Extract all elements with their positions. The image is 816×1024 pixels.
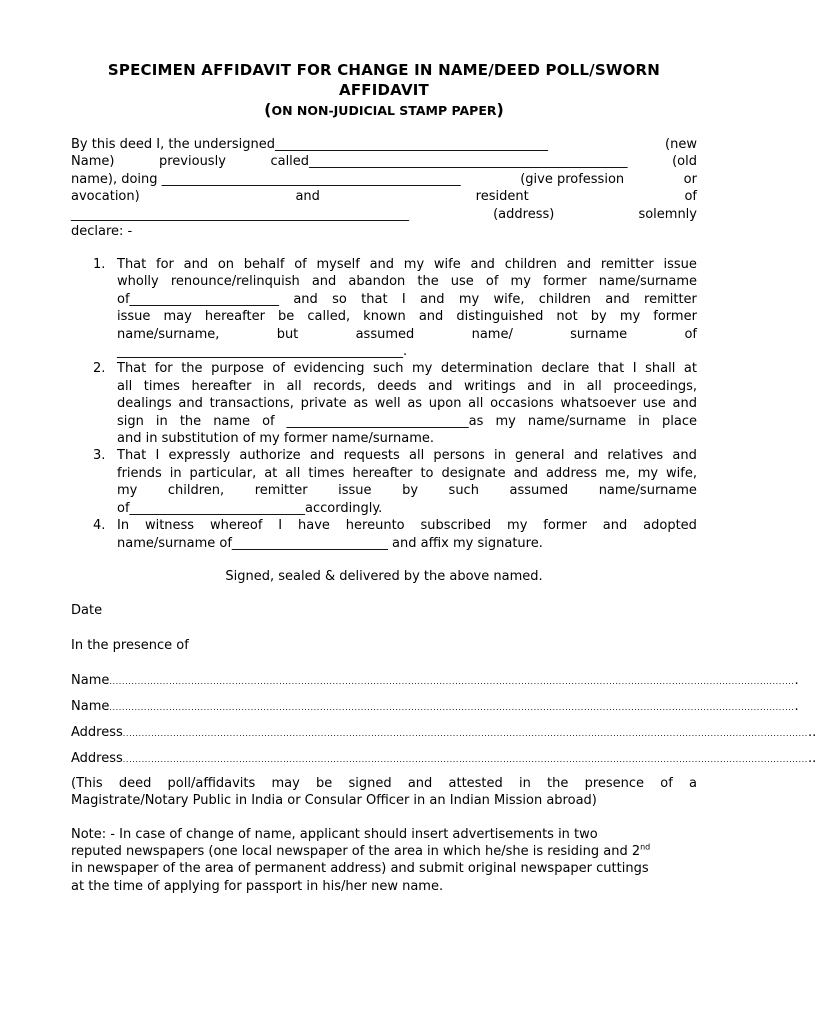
word: all — [468, 396, 484, 412]
word: (This — [71, 776, 103, 791]
word: hereafter — [352, 465, 413, 481]
word: whereof — [209, 518, 263, 534]
clause-item-2 — [71, 360, 697, 447]
word: use — [642, 396, 666, 412]
word: presence — [584, 776, 645, 791]
word: all — [408, 448, 425, 464]
word: that — [597, 361, 625, 377]
word: all — [286, 378, 302, 394]
word: and — [513, 465, 539, 481]
word: deeds — [377, 378, 417, 394]
intro-line-6 — [71, 223, 697, 240]
dotted-fill-line: .......................................................................................................................................................................................................................... — [122, 729, 808, 738]
intro-text: avocation) — [71, 189, 140, 205]
line-end: . — [794, 699, 799, 714]
word: and — [418, 309, 444, 325]
witness-label: Name — [71, 673, 110, 688]
dotted-fill-line: .......................................................................................................................................................................................................................... — [122, 755, 808, 764]
intro-text: resident — [475, 189, 529, 205]
word: name/ — [471, 326, 513, 342]
note-line-1: Note: - In case of change of name, applicant should insert advertisements in two — [71, 827, 598, 842]
word: and — [672, 448, 697, 464]
intro-text: of — [684, 189, 697, 205]
word: of — [684, 326, 697, 342]
word: name — [213, 413, 251, 429]
word: and — [573, 448, 599, 464]
word: and — [178, 396, 203, 412]
footnote-line-2 — [71, 792, 697, 809]
word: as — [353, 396, 369, 412]
word: shall — [645, 361, 676, 377]
word: and — [470, 257, 495, 272]
clause-line — [117, 256, 697, 273]
word: of — [485, 274, 499, 290]
word: of — [272, 361, 285, 377]
footnote-line-1 — [71, 775, 697, 792]
word: to — [420, 465, 434, 481]
word: name/surname, — [117, 326, 220, 342]
clause-number: 3. — [93, 448, 106, 464]
word: ____________________________as — [286, 413, 484, 429]
word: and — [428, 378, 453, 394]
word: behalf — [243, 257, 285, 272]
word: That — [117, 257, 147, 272]
word: be — [316, 776, 333, 791]
clause-line — [117, 430, 697, 447]
witness-label: Address — [71, 725, 123, 740]
word: dealings — [117, 396, 172, 412]
word: not — [556, 309, 578, 325]
note-line-2 — [71, 843, 697, 860]
word: and — [407, 776, 433, 791]
word: place — [662, 413, 697, 429]
witness-row-name — [71, 698, 799, 715]
word: and — [602, 518, 628, 534]
word: at — [264, 465, 278, 481]
word: designate — [441, 465, 506, 481]
document-subtitle — [70, 101, 698, 120]
word: name/surname — [527, 413, 627, 429]
word: my — [619, 309, 641, 325]
word: upon — [428, 396, 462, 412]
intro-text: (give profession — [520, 171, 625, 187]
dotted-fill-line: .......................................................................................................................................................................................................................... — [109, 703, 795, 712]
word: issue — [338, 483, 372, 499]
word: in — [263, 378, 275, 394]
line-end: . — [794, 673, 799, 688]
word: and — [369, 257, 395, 272]
intro-line-5 — [71, 206, 697, 223]
word: occasions — [490, 396, 554, 412]
word: that — [361, 291, 388, 307]
clause-line — [117, 535, 697, 552]
word: known — [363, 309, 406, 325]
clause-line — [117, 360, 697, 377]
word: renounce/relinquish — [170, 274, 300, 290]
dotted-fill-line: .......................................................................................................................................................................................................................... — [109, 677, 795, 686]
word: for — [156, 257, 174, 272]
clause-line — [117, 273, 697, 290]
word: my — [507, 518, 528, 534]
word: the — [547, 776, 569, 791]
word: hereafter — [191, 378, 252, 394]
word: remitter — [600, 257, 654, 272]
word: friends — [117, 465, 162, 481]
clause-line — [117, 291, 697, 308]
word: expressly — [168, 448, 231, 464]
subtitle-close-paren: ) — [496, 100, 504, 119]
intro-text: name), doing ______________________________________________ — [71, 171, 461, 187]
witness-label: Address — [71, 751, 123, 766]
word: my — [403, 257, 425, 272]
word: and — [527, 378, 552, 394]
word: have — [298, 518, 330, 534]
word: my — [637, 465, 659, 481]
word: poll/affidavits — [167, 776, 256, 791]
word: issue — [117, 309, 151, 325]
clause-line — [117, 413, 697, 430]
footnote — [71, 775, 697, 810]
word: may — [163, 309, 192, 325]
note-text: reputed newspapers (one local newspaper of the area in which he/she is residing and 2 — [71, 844, 641, 860]
document-title — [70, 60, 698, 100]
word: myself — [316, 257, 360, 272]
word: of_______________________ — [117, 291, 280, 307]
intro-line-3 — [71, 171, 697, 188]
word: and in substitution of my former name/surname. — [117, 431, 435, 447]
word: former — [653, 309, 697, 325]
word: the — [179, 413, 202, 429]
intro-text: or — [683, 171, 697, 187]
word: and — [605, 291, 630, 307]
intro-text: Name) — [71, 154, 115, 170]
clause-list — [71, 256, 697, 552]
word: my — [117, 483, 138, 499]
intro-text: solemnly — [638, 206, 697, 222]
word: proceedings, — [613, 378, 697, 394]
intro-text: (address) — [493, 206, 555, 222]
word: abandon — [348, 274, 406, 290]
word: authorize — [239, 448, 301, 464]
intro-text: (new — [665, 137, 697, 152]
word: persons — [433, 448, 485, 464]
clause-item-3 — [71, 447, 697, 517]
word: in — [155, 413, 168, 429]
word: so — [332, 291, 347, 307]
word: name/surname of________________________ and affix my signature. — [117, 535, 543, 551]
word: records, — [313, 378, 366, 394]
word: use — [450, 274, 474, 290]
word: whatsoever — [560, 396, 637, 412]
word: my — [411, 361, 433, 377]
word: in — [518, 776, 531, 791]
word: my — [510, 274, 531, 290]
clause-item-4 — [71, 517, 697, 552]
word: on — [217, 257, 235, 272]
word: I — [632, 361, 637, 377]
word: transactions, — [209, 396, 294, 412]
witness-label: Name — [71, 699, 110, 714]
note-line-3: in newspaper of the area of permanent address) and submit original newspaper cuttings — [71, 861, 649, 877]
intro-text: previously — [159, 154, 226, 170]
word: writings — [464, 378, 516, 394]
intro-text: and — [295, 189, 320, 205]
word: I — [401, 291, 406, 307]
word: requests — [343, 448, 400, 464]
word: children, — [167, 483, 225, 499]
word: distinguished — [456, 309, 544, 325]
witness-row-address — [71, 724, 816, 741]
word: for — [154, 361, 173, 377]
intro-text: ____________________________________________________ — [71, 206, 409, 222]
intro-text: (old — [672, 154, 697, 170]
clause-item-1 — [71, 256, 697, 360]
word: a — [689, 776, 697, 791]
word: sign — [117, 413, 144, 429]
word: of — [660, 776, 673, 791]
word: all — [285, 465, 301, 481]
word: determination — [440, 361, 533, 377]
word: evidencing — [293, 361, 365, 377]
word: declare — [541, 361, 590, 377]
word: times — [143, 378, 180, 394]
word: and — [309, 448, 335, 464]
word: and — [311, 274, 337, 290]
word: subscribed — [420, 518, 492, 534]
word: general — [515, 448, 565, 464]
word: and — [672, 396, 697, 412]
word: and — [183, 257, 209, 272]
word: times — [308, 465, 345, 481]
date-label: Date — [71, 603, 103, 618]
word: surname — [570, 326, 628, 342]
line-end: .. — [807, 725, 816, 740]
word: signed — [348, 776, 392, 791]
word: and — [420, 291, 445, 307]
word: of___________________________accordingly. — [117, 500, 383, 516]
word: address — [545, 465, 598, 481]
clause-line — [117, 343, 697, 360]
note-line-4: at the time of applying for passport in his/her new name. — [71, 878, 444, 894]
clause-line — [117, 517, 697, 534]
word: wholly — [117, 274, 159, 290]
word: me, — [604, 465, 630, 481]
word: and — [566, 257, 592, 272]
title-line-2: AFFIDAVIT — [339, 81, 429, 99]
word: attested — [448, 776, 503, 791]
word: assumed — [355, 326, 415, 342]
word: hereunto — [345, 518, 405, 534]
word: the — [181, 361, 203, 377]
clause-number: 4. — [93, 518, 106, 534]
intro-text: By this deed I, the undersigned__________________________________________ — [71, 137, 548, 152]
word: private — [300, 396, 347, 412]
word: ____________________________________________. — [117, 344, 408, 360]
word: particular, — [189, 465, 257, 481]
word: remitter — [254, 483, 308, 499]
word: hereafter — [204, 309, 265, 325]
word: name/surname — [598, 483, 697, 499]
clause-number: 1. — [93, 257, 106, 272]
word: name/surname — [598, 274, 697, 290]
witness-row-name — [71, 672, 799, 689]
intro-text: declare: - — [71, 224, 133, 240]
word: in — [638, 413, 650, 429]
clause-line — [117, 500, 697, 517]
word: issue — [663, 257, 697, 272]
word: That — [117, 361, 147, 377]
intro-paragraph — [71, 136, 697, 240]
witness-row-address — [71, 750, 816, 767]
line-end: .. — [807, 751, 816, 766]
word: but — [276, 326, 299, 342]
word: I — [155, 448, 160, 464]
word: of — [262, 413, 275, 429]
subtitle-open-paren: ( — [264, 100, 272, 119]
word: children — [504, 257, 557, 272]
word: such — [448, 483, 479, 499]
word: be — [278, 309, 295, 325]
clause-line — [117, 447, 697, 464]
word: may — [271, 776, 300, 791]
word: That — [117, 448, 147, 464]
word: and — [293, 291, 318, 307]
word: by — [590, 309, 607, 325]
clause-line — [117, 395, 697, 412]
word: such — [373, 361, 404, 377]
word: In — [117, 518, 130, 534]
word: in — [169, 465, 182, 481]
word: by — [402, 483, 419, 499]
word: at — [683, 361, 697, 377]
word: my — [495, 413, 516, 429]
intro-text: called_________________________________________________ — [270, 154, 628, 170]
word: the — [417, 274, 439, 290]
word: well — [374, 396, 401, 412]
intro-line-2 — [71, 153, 697, 170]
clause-line — [117, 308, 697, 325]
word: called, — [307, 309, 351, 325]
intro-line-1 — [71, 136, 697, 153]
word: adopted — [643, 518, 697, 534]
word: former — [542, 274, 587, 290]
word: wife, — [493, 291, 525, 307]
word: witness — [144, 518, 195, 534]
word: purpose — [211, 361, 264, 377]
word: I — [278, 518, 283, 534]
clause-line — [117, 482, 697, 499]
word: former — [543, 518, 587, 534]
word: of — [294, 257, 307, 272]
word: deed — [118, 776, 152, 791]
word: in — [493, 448, 506, 464]
title-line-1: SPECIMEN AFFIDAVIT FOR CHANGE IN NAME/DEED POLL/SWORN — [107, 61, 661, 79]
word: wife — [433, 257, 461, 272]
note-paragraph — [71, 826, 697, 895]
word: remitter — [644, 291, 697, 307]
word: my — [458, 291, 480, 307]
clause-line — [117, 465, 697, 482]
presence-label: In the presence of — [71, 638, 189, 653]
subtitle-text: ON NON-JUDICIAL STAMP PAPER — [271, 103, 497, 118]
clause-number: 2. — [93, 361, 106, 377]
word: assumed — [509, 483, 569, 499]
clause-line — [117, 378, 697, 395]
clause-line — [117, 326, 697, 343]
word: in — [563, 378, 576, 394]
word: relatives — [607, 448, 664, 464]
word: children — [538, 291, 591, 307]
footnote-text: Magistrate/Notary Public in India or Consular Officer in an Indian Mission abroad) — [71, 793, 597, 809]
superscript-nd: nd — [640, 842, 651, 852]
signed-statement: Signed, sealed & delivered by the above named. — [225, 569, 543, 584]
word: all — [117, 378, 133, 394]
word: wife, — [666, 465, 697, 481]
word: as — [407, 396, 423, 412]
intro-line-4 — [71, 188, 697, 205]
word: all — [586, 378, 602, 394]
